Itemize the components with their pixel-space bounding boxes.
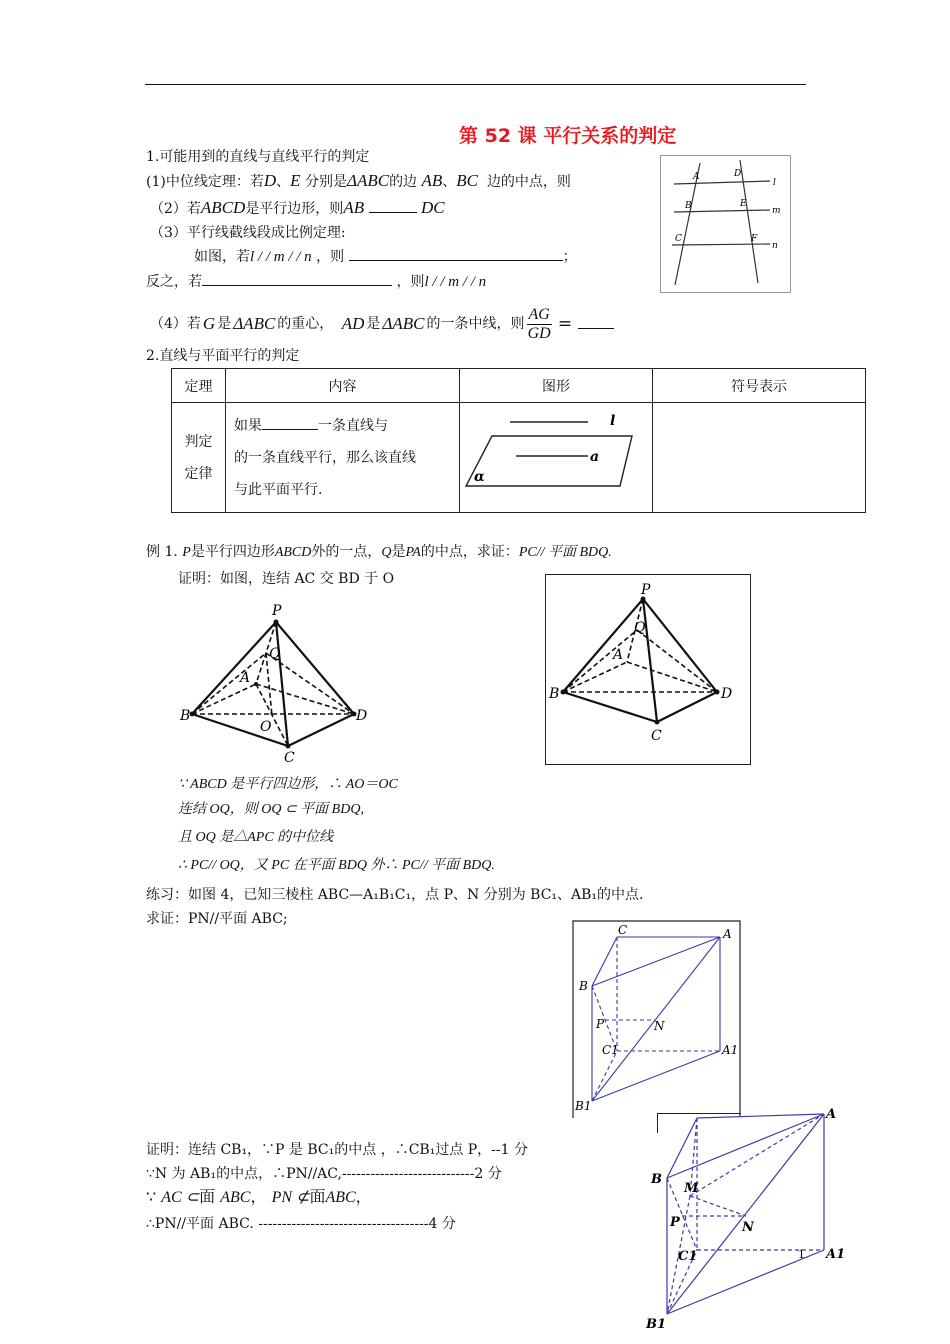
fig-label-d: D	[734, 169, 742, 179]
prism1-label-p: P	[596, 1017, 605, 1031]
th-theorem: 定理	[172, 369, 226, 403]
fig-label-f: F	[751, 234, 758, 244]
fig-label-m: m	[772, 206, 781, 216]
prism2-label-b1: B1	[646, 1317, 667, 1332]
th-figure: 图形	[460, 369, 653, 403]
th-symbol: 符号表示	[653, 369, 866, 403]
header-rule	[145, 84, 806, 85]
label-o: O	[260, 719, 272, 735]
practice-proof-4: ∴PN//平面 ABC. ------------------------------------4 分	[146, 1216, 456, 1232]
prism1-label-b: B	[579, 979, 588, 993]
label-q: Q	[269, 646, 281, 662]
fig-label-e: E	[740, 199, 747, 209]
row-figure	[460, 403, 653, 513]
ratio-fraction: $\frac{AG}{GD}$	[527, 305, 551, 342]
item3-line: 如图，若l / / m / / n ，则 ；	[194, 246, 577, 266]
practice-proof-2: ∵N 为 AB₁的中点，∴PN//AC,----------------------------2 分	[146, 1166, 502, 1182]
parallel-lines-figure	[660, 155, 791, 293]
prism1-label-a1: A1	[722, 1043, 739, 1057]
prism1-label-c: C	[618, 923, 628, 937]
plane-alpha-label: α	[474, 468, 485, 485]
blank-ratio	[349, 246, 563, 261]
prism-figure-bottom	[640, 1100, 850, 1344]
fig-label-l: l	[773, 178, 776, 188]
practice-statement: 练习：如图 4，已知三棱柱 ABC—A₁B₁C₁，点 P、N 分别为 BC₁、AB₁的中点.	[146, 887, 644, 903]
fig-label-b: B	[685, 201, 692, 211]
label-c: C	[284, 750, 295, 766]
fig-label-c: C	[675, 234, 682, 244]
item4-line: （4）若 G 是 ΔABC 的重心， AD 是 ΔABC 的一条中线，则 $\frac{AG}{GD}$ =	[150, 304, 614, 344]
practice-proof-3: ∵ AC ⊂面 ABC， PN ⊄面ABC，	[146, 1187, 372, 1206]
prism2-label-n: N	[742, 1220, 754, 1235]
prism1-label-b1: B1	[575, 1099, 592, 1113]
blank-content	[262, 415, 318, 430]
line-a-label: a	[590, 448, 600, 465]
item1-line: (1)中位线定理：若D、E 分别是ΔABC的边 AB、BC 边的中点，则	[146, 171, 571, 190]
prism-figure-top	[572, 920, 744, 1118]
section1-heading: 1.可能用到的直线与直线平行的判定	[146, 149, 370, 165]
label-c-2: C	[651, 728, 662, 744]
page-title: 第 52 课 平行关系的判定	[459, 125, 677, 147]
example1-proof-1: ∵ ABCD 是平行四边形，∴ AO＝OC	[178, 777, 398, 792]
example1-proof-start: 证明：如图，连结 AC 交 BD 于 O	[178, 571, 395, 587]
label-b-2: B	[549, 686, 560, 702]
prism1-label-c1: C1	[602, 1043, 619, 1057]
blank-ratio-converse	[202, 271, 392, 286]
example1-proof-2: 连结 OQ，则 OQ ⊂ 平面 BDQ,	[178, 802, 364, 817]
item2-line: （2）若ABCD是平行边形，则AB DC	[150, 198, 445, 217]
line-plane-figure	[460, 406, 650, 506]
example1-proof-4: ∴ PC// OQ，又 PC 在平面 BDQ 外∴ PC// 平面 BDQ.	[178, 858, 495, 873]
prism1-label-a: A	[723, 927, 732, 941]
practice-proof-1: 证明：连结 CB₁，∵P 是 BC₁的中点 ，∴CB₁过点 P，--1 分	[146, 1142, 529, 1158]
fig-label-n: n	[772, 241, 778, 251]
label-a: A	[240, 670, 251, 686]
row-label: 判定 定律	[172, 403, 226, 513]
prism2-label-p: P	[670, 1215, 680, 1230]
line-l-label: l	[610, 412, 616, 429]
fig-label-a: A	[693, 172, 700, 182]
prism2-label-a: A	[826, 1107, 837, 1122]
prism2-label-one: 1	[798, 1248, 805, 1261]
section2-heading: 2.直线与平面平行的判定	[146, 348, 300, 364]
label-d: D	[356, 708, 368, 724]
prism2-label-a1: A1	[826, 1247, 846, 1262]
th-content: 内容	[226, 369, 460, 403]
blank-ratio-value	[578, 320, 614, 329]
label-q-2: Q	[634, 620, 646, 636]
example1-statement: 例 1. P是平行四边形ABCD外的一点，Q是PA的中点，求证：PC// 平面 BDQ.	[146, 544, 612, 560]
item3-heading: （3）平行线截线段成比例定理:	[150, 225, 346, 241]
prism2-label-c1: C1	[678, 1249, 698, 1264]
row-symbol	[653, 403, 866, 513]
label-p: P	[272, 603, 282, 619]
prism2-label-b: B	[651, 1172, 662, 1187]
pyramid-figure-left	[178, 600, 378, 770]
pyramid-figure-right	[545, 574, 751, 764]
row-content: 如果 一条直线与 的一条直线平行，那么该直线 与此平面平行.	[226, 403, 460, 513]
label-b: B	[180, 708, 191, 724]
prism1-label-n: N	[654, 1019, 665, 1033]
theorem-table	[171, 368, 866, 513]
label-p-2: P	[641, 582, 651, 598]
label-d-2: D	[721, 686, 733, 702]
item3-converse: 反之，若 ，则l / / m / / n	[146, 271, 486, 291]
example1-proof-3: 且 OQ 是△APC 的中位线	[178, 830, 334, 845]
blank-ab-dc	[369, 198, 417, 213]
label-a-2: A	[613, 647, 624, 663]
prism2-label-m: M	[684, 1181, 699, 1196]
practice-goal: 求证：PN//平面 ABC;	[146, 911, 288, 927]
